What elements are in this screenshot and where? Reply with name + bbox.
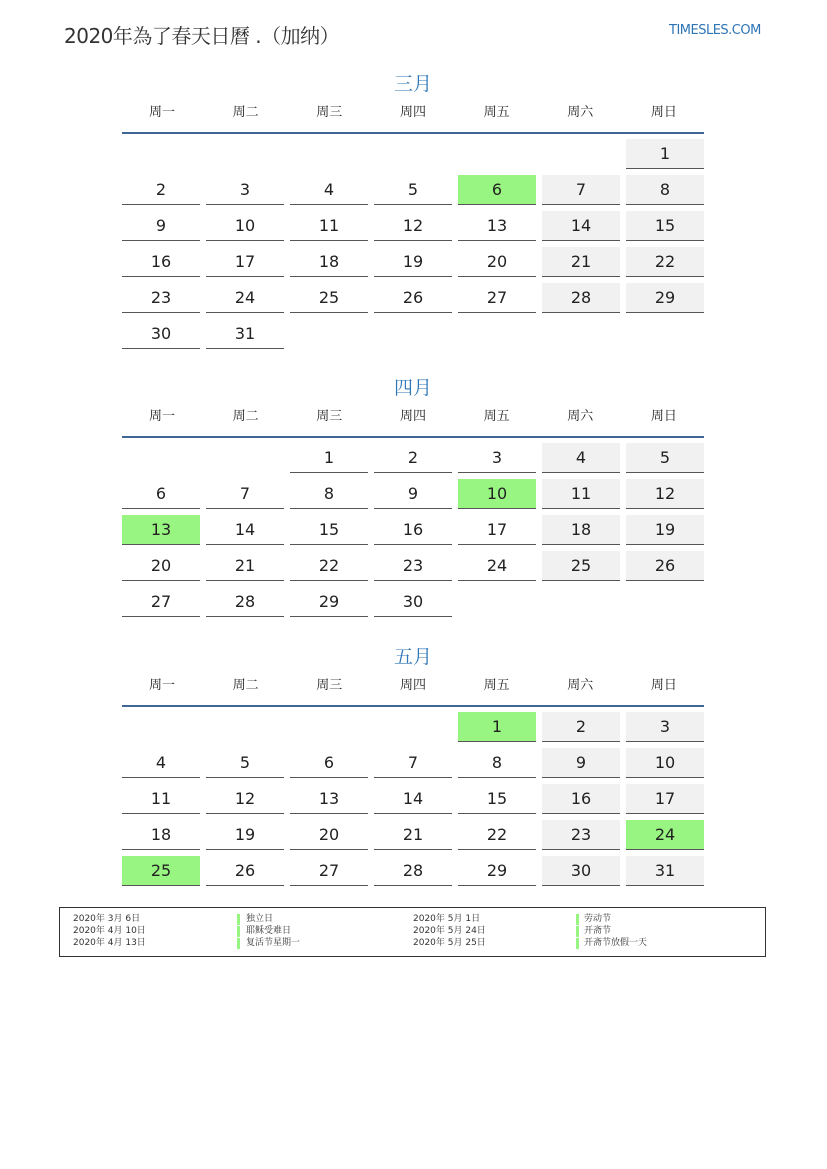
empty-cell — [122, 712, 200, 742]
day-cell: 12 — [206, 784, 284, 814]
weekday-label: 周三 — [316, 678, 343, 693]
holiday-day-cell: 25 — [122, 856, 200, 886]
day-cell: 1 — [290, 443, 368, 473]
weekday-label: 周日 — [650, 105, 677, 120]
day-cell: 4 — [290, 175, 368, 205]
day-cell: 3 — [206, 175, 284, 205]
day-cell: 20 — [122, 551, 200, 581]
empty-cell — [374, 712, 452, 742]
weekday-label: 周四 — [399, 105, 426, 120]
week-row — [122, 479, 704, 515]
weekend-day-cell: 4 — [542, 443, 620, 473]
holiday-date: 2020年 5月 24日 — [413, 926, 486, 936]
month-block — [122, 643, 704, 892]
weekday-label: 周二 — [232, 105, 259, 120]
weekday-label: 周六 — [567, 105, 594, 120]
empty-cell — [458, 319, 536, 349]
day-cell: 2 — [374, 443, 452, 473]
weekday-header — [122, 402, 704, 438]
weekday-label: 周四 — [399, 678, 426, 693]
day-cell: 8 — [458, 748, 536, 778]
day-cell: 27 — [458, 283, 536, 313]
day-cell: 26 — [374, 283, 452, 313]
month-name: 三月 — [393, 73, 432, 95]
weekday-label: 周日 — [650, 678, 677, 693]
weekend-day-cell: 19 — [626, 515, 704, 545]
day-cell: 14 — [374, 784, 452, 814]
weekday-label: 周六 — [567, 678, 594, 693]
weekend-day-cell: 8 — [626, 175, 704, 205]
weekday-label: 周二 — [232, 678, 259, 693]
holiday-day-cell: 24 — [626, 820, 704, 850]
weekday-label: 周三 — [316, 105, 343, 120]
weekend-day-cell: 17 — [626, 784, 704, 814]
weekday-label: 周五 — [483, 105, 510, 120]
day-cell: 15 — [290, 515, 368, 545]
holiday-name: 开斋节 — [584, 926, 612, 936]
day-cell: 30 — [122, 319, 200, 349]
weekend-day-cell: 21 — [542, 247, 620, 277]
day-cell: 15 — [458, 784, 536, 814]
empty-cell — [206, 712, 284, 742]
day-cell: 25 — [290, 283, 368, 313]
empty-cell — [122, 443, 200, 473]
day-cell: 28 — [374, 856, 452, 886]
day-cell: 9 — [122, 211, 200, 241]
day-cell: 16 — [374, 515, 452, 545]
day-cell: 6 — [290, 748, 368, 778]
empty-cell — [290, 712, 368, 742]
weekend-day-cell: 30 — [542, 856, 620, 886]
weekend-day-cell: 25 — [542, 551, 620, 581]
day-cell: 27 — [122, 587, 200, 617]
weekend-day-cell: 9 — [542, 748, 620, 778]
day-cell: 4 — [122, 748, 200, 778]
holiday-day-cell: 1 — [458, 712, 536, 742]
holiday-date: 2020年 4月 10日 — [73, 926, 146, 936]
day-cell: 3 — [458, 443, 536, 473]
holiday-color-marker — [237, 938, 240, 949]
day-cell: 5 — [374, 175, 452, 205]
day-cell: 6 — [122, 479, 200, 509]
week-row — [122, 319, 704, 355]
page-title: 2020年為了春天日曆 .（加纳） — [64, 24, 340, 48]
weekend-day-cell: 11 — [542, 479, 620, 509]
weekday-label: 周四 — [399, 409, 426, 424]
week-row — [122, 515, 704, 551]
holiday-name: 耶稣受难日 — [246, 926, 292, 936]
day-cell: 18 — [290, 247, 368, 277]
week-row — [122, 175, 704, 211]
week-row — [122, 283, 704, 319]
day-cell: 21 — [374, 820, 452, 850]
week-row — [122, 139, 704, 175]
day-cell: 8 — [290, 479, 368, 509]
weekday-label: 周日 — [650, 409, 677, 424]
weekend-day-cell: 1 — [626, 139, 704, 169]
weekday-header — [122, 98, 704, 134]
empty-cell — [626, 587, 704, 617]
day-cell: 22 — [290, 551, 368, 581]
day-cell: 18 — [122, 820, 200, 850]
holiday-legend — [59, 907, 766, 957]
week-row — [122, 784, 704, 820]
day-cell: 24 — [458, 551, 536, 581]
holiday-color-marker — [576, 938, 579, 949]
day-cell: 29 — [458, 856, 536, 886]
weekend-day-cell: 10 — [626, 748, 704, 778]
day-cell: 13 — [458, 211, 536, 241]
day-cell: 23 — [122, 283, 200, 313]
month-name: 四月 — [393, 377, 432, 399]
weekday-label: 周一 — [148, 409, 175, 424]
week-row — [122, 820, 704, 856]
day-cell: 9 — [374, 479, 452, 509]
day-cell: 17 — [206, 247, 284, 277]
holiday-day-cell: 6 — [458, 175, 536, 205]
holiday-name: 复活节星期一 — [246, 938, 301, 948]
weekend-day-cell: 7 — [542, 175, 620, 205]
week-row — [122, 587, 704, 623]
day-cell: 5 — [206, 748, 284, 778]
day-cell: 12 — [374, 211, 452, 241]
week-row — [122, 856, 704, 892]
weekend-day-cell: 28 — [542, 283, 620, 313]
holiday-day-cell: 10 — [458, 479, 536, 509]
day-cell: 21 — [206, 551, 284, 581]
holiday-date: 2020年 5月 1日 — [413, 914, 481, 924]
day-cell: 28 — [206, 587, 284, 617]
weekend-day-cell: 15 — [626, 211, 704, 241]
day-cell: 23 — [374, 551, 452, 581]
holiday-date: 2020年 3月 6日 — [73, 914, 141, 924]
empty-cell — [542, 587, 620, 617]
day-cell: 16 — [122, 247, 200, 277]
day-cell: 14 — [206, 515, 284, 545]
month-block — [122, 374, 704, 623]
empty-cell — [458, 139, 536, 169]
week-row — [122, 748, 704, 784]
weekend-day-cell: 23 — [542, 820, 620, 850]
weekday-label: 周二 — [232, 409, 259, 424]
weekend-day-cell: 14 — [542, 211, 620, 241]
weekday-label: 周三 — [316, 409, 343, 424]
holiday-color-marker — [576, 926, 579, 937]
empty-cell — [374, 139, 452, 169]
weekend-day-cell: 29 — [626, 283, 704, 313]
weekend-day-cell: 12 — [626, 479, 704, 509]
weekend-day-cell: 31 — [626, 856, 704, 886]
empty-cell — [626, 319, 704, 349]
day-cell: 10 — [206, 211, 284, 241]
day-cell: 29 — [290, 587, 368, 617]
day-cell: 7 — [374, 748, 452, 778]
holiday-date: 2020年 5月 25日 — [413, 938, 486, 948]
weekday-label: 周五 — [483, 678, 510, 693]
day-cell: 19 — [206, 820, 284, 850]
week-row — [122, 211, 704, 247]
empty-cell — [206, 139, 284, 169]
day-cell: 20 — [458, 247, 536, 277]
day-cell: 13 — [290, 784, 368, 814]
weekend-day-cell: 16 — [542, 784, 620, 814]
weekend-day-cell: 2 — [542, 712, 620, 742]
holiday-day-cell: 13 — [122, 515, 200, 545]
empty-cell — [290, 319, 368, 349]
empty-cell — [290, 139, 368, 169]
holiday-color-marker — [576, 914, 579, 925]
site-link[interactable]: TIMESLES.COM — [669, 23, 761, 38]
weekend-day-cell: 18 — [542, 515, 620, 545]
empty-cell — [542, 139, 620, 169]
weekend-day-cell: 26 — [626, 551, 704, 581]
holiday-color-marker — [237, 926, 240, 937]
holiday-date: 2020年 4月 13日 — [73, 938, 146, 948]
week-row — [122, 551, 704, 587]
day-cell: 31 — [206, 319, 284, 349]
day-cell: 26 — [206, 856, 284, 886]
week-row — [122, 443, 704, 479]
empty-cell — [458, 587, 536, 617]
day-cell: 20 — [290, 820, 368, 850]
empty-cell — [542, 319, 620, 349]
weekday-label: 周六 — [567, 409, 594, 424]
empty-cell — [374, 319, 452, 349]
holiday-name: 开斋节放假一天 — [584, 938, 648, 948]
week-row — [122, 712, 704, 748]
weekday-label: 周一 — [148, 105, 175, 120]
day-cell: 22 — [458, 820, 536, 850]
week-row — [122, 247, 704, 283]
empty-cell — [206, 443, 284, 473]
holiday-name: 劳动节 — [584, 914, 612, 924]
month-block — [122, 70, 704, 355]
day-cell: 7 — [206, 479, 284, 509]
holiday-color-marker — [237, 914, 240, 925]
day-cell: 11 — [122, 784, 200, 814]
day-cell: 27 — [290, 856, 368, 886]
weekend-day-cell: 22 — [626, 247, 704, 277]
weekend-day-cell: 5 — [626, 443, 704, 473]
day-cell: 17 — [458, 515, 536, 545]
day-cell: 11 — [290, 211, 368, 241]
empty-cell — [122, 139, 200, 169]
weekend-day-cell: 3 — [626, 712, 704, 742]
holiday-name: 独立日 — [246, 914, 274, 924]
day-cell: 19 — [374, 247, 452, 277]
day-cell: 24 — [206, 283, 284, 313]
weekday-label: 周五 — [483, 409, 510, 424]
day-cell: 2 — [122, 175, 200, 205]
weekday-header — [122, 671, 704, 707]
month-name: 五月 — [393, 646, 432, 668]
weekday-label: 周一 — [148, 678, 175, 693]
day-cell: 30 — [374, 587, 452, 617]
